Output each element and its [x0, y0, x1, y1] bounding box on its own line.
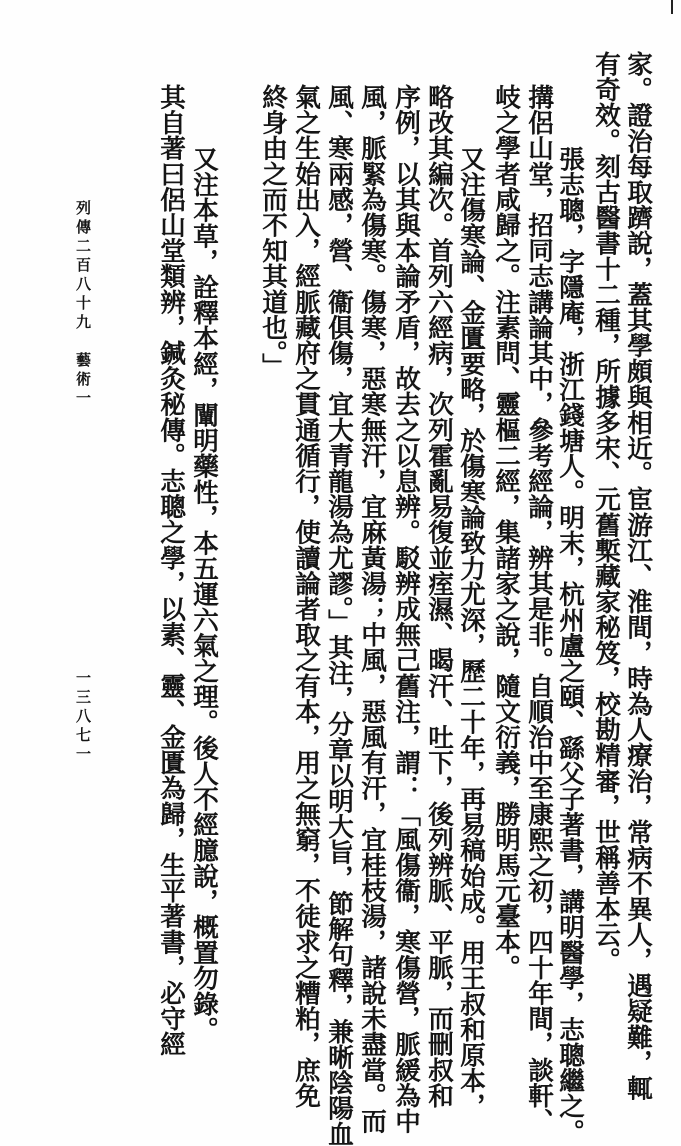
text-column-14: 其自著曰侶山堂類辨，鍼灸秘傳。志聰之學，以素、靈、金匱為歸，生平著書，必守經	[156, 84, 186, 1057]
text-column-10: 風、寒兩感，營、衞俱傷，宜大青龍湯為尤謬。」其注，分章以明大旨，節解句釋，兼晰陰陽血	[324, 84, 354, 1146]
text-column-8: 序例，以其與本論矛盾，故去之以息辨。駁辨成無己舊注，謂：「風傷衞，寒傷營，脈緩為中	[391, 84, 421, 1134]
running-head: 列傳二百八十九 藝術一	[74, 200, 92, 409]
text-column-11: 氣之生始出入，經脈藏府之貫通循行，使讀論者取之有本，用之無窮，不徒求之糟粕，庶免	[291, 84, 321, 1108]
text-column-1: 家。證治每取躋說，蓋其學頗與相近。宦游江、淮間，時為人療治，常病不異人，遇疑難，輒	[623, 51, 653, 1101]
text-column-4: 搆侶山堂，招同志講論其中，參考經論，辨其是非。自順治中至康熙之初，四十年間，談軒、	[524, 84, 554, 1134]
text-column-7: 略改其編次。首列六經病，次列霍亂易復並痓濕、暍汗、吐下，後列辨脈、平脈，而刪叔和	[424, 84, 454, 1108]
text-column-6: 又注傷寒論、金匱要略，於傷寒論致力尤深，歷二十年，再易稿始成。用王叔和原本，	[456, 146, 486, 1119]
text-column-5: 岐之學者咸歸之。注素問、靈樞二經，集諸家之說，隨文衍義，勝明馬元臺本。	[491, 84, 521, 980]
text-column-3: 張志聰，字隱庵，浙江錢塘人。明末，杭州盧之頤、繇父子著書，講明醫學，志聰繼之。	[555, 146, 585, 1145]
text-column-13: 又注本草，詮釋本經，闡明藥性，本五運六氣之理。後人不經臆說，概置勿錄。	[189, 146, 219, 1042]
text-column-9: 風，脈緊為傷寒。傷寒，惡寒無汗，宜麻黃湯；中風，惡風有汗，宜桂枝湯，諸說未盡當。而	[357, 84, 387, 1134]
text-column-2: 有奇效。刻古醫書十二種，所據多宋、元舊槧藏家秘笈，校勘精審，世稱善本云。	[591, 51, 621, 973]
corner-tick-mark	[661, 0, 681, 16]
text-column-12: 終身由之而不知其道也。」	[258, 84, 288, 379]
page-number: 一三八七一	[74, 670, 92, 765]
